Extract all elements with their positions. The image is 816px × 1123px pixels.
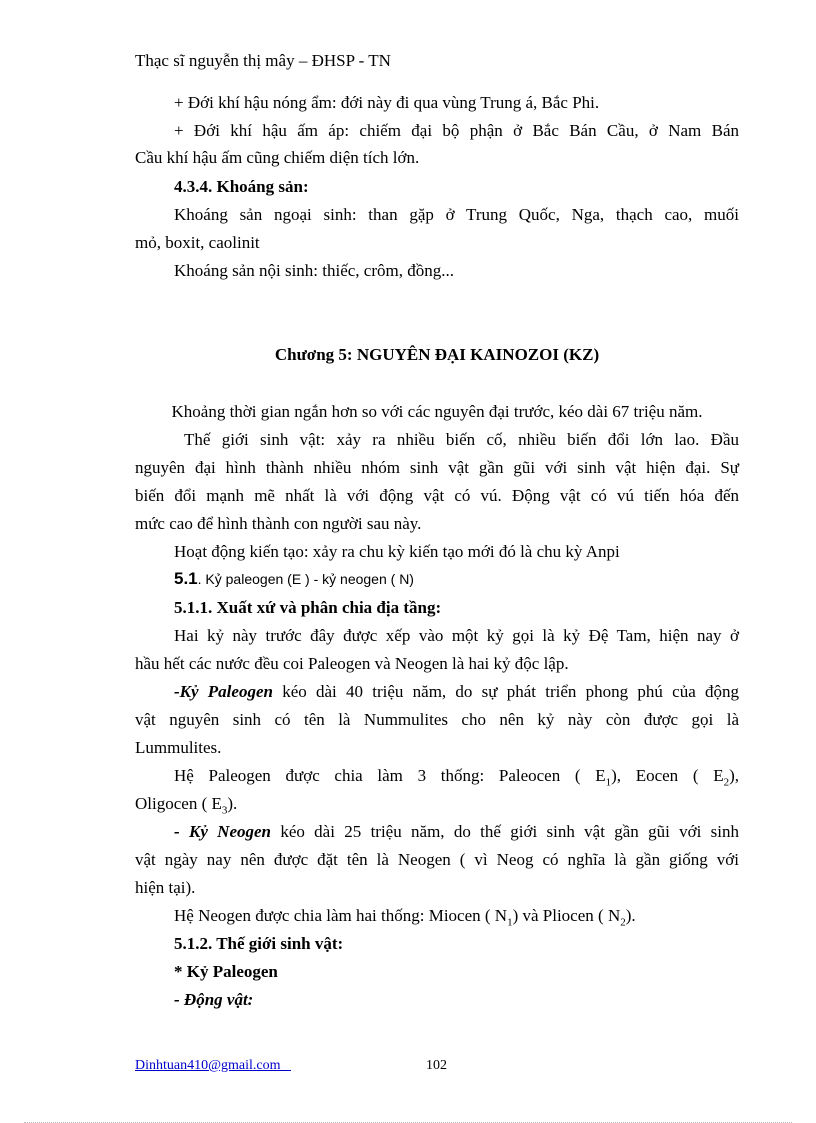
paleogen-system-a: Hệ Paleogen được chia làm 3 thống: Paleocen ( E bbox=[174, 766, 606, 785]
chapter-biota-line-3: biến đổi mạnh mẽ nhất là với động vật có vú. Động vật có vú tiến hóa đến bbox=[135, 486, 739, 505]
paleogen-system-c: ), bbox=[729, 766, 740, 785]
paleogen-text-1: kéo dài 40 triệu năm, do sự phát triển phong phú của động bbox=[272, 682, 740, 701]
neogen-text-1: kéo dài 25 triệu năm, do thế giới sinh vật gần gũi với sinh bbox=[271, 822, 739, 841]
minerals-external-line-2: mỏ, boxit, caolinit bbox=[135, 233, 260, 252]
paleogen-sub-2: 2 bbox=[723, 776, 730, 789]
paleogen-system-line-2 bbox=[135, 793, 739, 815]
paleogen-subheading: * Kỷ Paleogen bbox=[174, 962, 278, 981]
minerals-heading: 4.3.4. Khoáng sản: bbox=[174, 177, 309, 196]
neogen-sub-2: 2 bbox=[620, 916, 626, 929]
animals-subheading: - Động vật: bbox=[174, 990, 254, 1009]
chapter-title: Chương 5: NGUYÊN ĐẠI KAINOZOI (KZ) bbox=[274, 345, 600, 364]
section-5-1-2-heading: 5.1.2. Thế giới sinh vật: bbox=[174, 934, 344, 953]
origin-line-1: Hai kỷ này trước đây được xếp vào một kỷ gọi là kỷ Đệ Tam, hiện nay ở bbox=[174, 626, 739, 645]
climate-warm-line-1: + Đới khí hậu ấm áp: chiếm đại bộ phận ở Bắc Bán Cầu, ở Nam Bán bbox=[174, 121, 739, 140]
origin-line-2: hầu hết các nước đều coi Paleogen và Neogen là hai kỷ độc lập. bbox=[135, 654, 569, 673]
page-header: Thạc sĩ nguyễn thị mây – ĐHSP - TN bbox=[135, 51, 391, 70]
neogen-line-1 bbox=[174, 821, 739, 843]
paleogen-line-3: Lummulites. bbox=[135, 738, 222, 757]
neogen-line-2: vật ngày nay nên được đặt tên là Neogen ( vì Neog có nghĩa là gần giống với bbox=[135, 850, 739, 869]
paleogen-sub-3: 3 bbox=[221, 804, 228, 817]
paleogen-line-1 bbox=[174, 681, 739, 703]
section-5-1-number: 5.1 bbox=[174, 569, 198, 588]
paleogen-system-d: Oligocen ( E bbox=[135, 794, 222, 813]
climate-warm-line-2: Cầu khí hậu ấm cũng chiếm diện tích lớn. bbox=[135, 148, 420, 167]
neogen-label: - Kỷ Neogen bbox=[174, 822, 271, 841]
footer-email-link[interactable]: Dinhtuan410@gmail.com bbox=[135, 1058, 291, 1073]
chapter-tectonic: Hoạt động kiến tạo: xảy ra chu kỳ kiến tạo mới đó là chu kỳ Anpi bbox=[174, 542, 620, 561]
chapter-biota-line-4: mức cao để hình thành con người sau này. bbox=[135, 514, 422, 533]
neogen-line-3: hiện tại). bbox=[135, 878, 196, 897]
climate-hot-humid: + Đới khí hậu nóng ẩm: đới này đi qua vùng Trung á, Bắc Phi. bbox=[174, 93, 600, 112]
neogen-system-c: ). bbox=[625, 906, 636, 925]
paleogen-line-2: vật nguyên sinh có tên là Nummulites cho nên kỷ này còn được gọi là bbox=[135, 710, 739, 729]
neogen-system-a: Hệ Neogen được chia làm hai thống: Miocen ( N bbox=[174, 906, 508, 925]
paleogen-system-e: ). bbox=[227, 794, 238, 813]
neogen-system-line bbox=[174, 905, 739, 927]
page-number: 102 bbox=[426, 1058, 447, 1073]
paleogen-system-line-1 bbox=[174, 765, 739, 787]
section-5-1-1-heading: 5.1.1. Xuất xứ và phân chia địa tầng: bbox=[174, 598, 442, 617]
paleogen-label: -Kỷ Paleogen bbox=[174, 682, 273, 701]
minerals-external-line-1: Khoáng sản ngoại sinh: than gặp ở Trung Quốc, Nga, thạch cao, muối bbox=[174, 205, 739, 224]
chapter-intro: Khoảng thời gian ngắn hơn so với các nguyên đại trước, kéo dài 67 triệu năm. bbox=[171, 402, 703, 421]
section-5-1-title: . Kỷ paleogen (E ) - kỷ neogen ( N) bbox=[197, 571, 414, 587]
paleogen-system-b: ), Eocen ( E bbox=[611, 766, 724, 785]
paleogen-sub-1: 1 bbox=[605, 776, 612, 789]
minerals-internal: Khoáng sản nội sinh: thiếc, crôm, đồng... bbox=[174, 261, 454, 280]
chapter-biota-line-1: Thế giới sinh vật: xảy ra nhiều biến cố, nhiều biến đổi lớn lao. Đầu bbox=[184, 430, 739, 449]
neogen-sub-1: 1 bbox=[507, 916, 513, 929]
chapter-biota-line-2: nguyên đại hình thành nhiều nhóm sinh vật gần gũi với sinh vật hiện đại. Sự bbox=[135, 458, 739, 477]
section-5-1-heading bbox=[174, 568, 739, 590]
neogen-system-b: ) và Pliocen ( N bbox=[512, 906, 621, 925]
